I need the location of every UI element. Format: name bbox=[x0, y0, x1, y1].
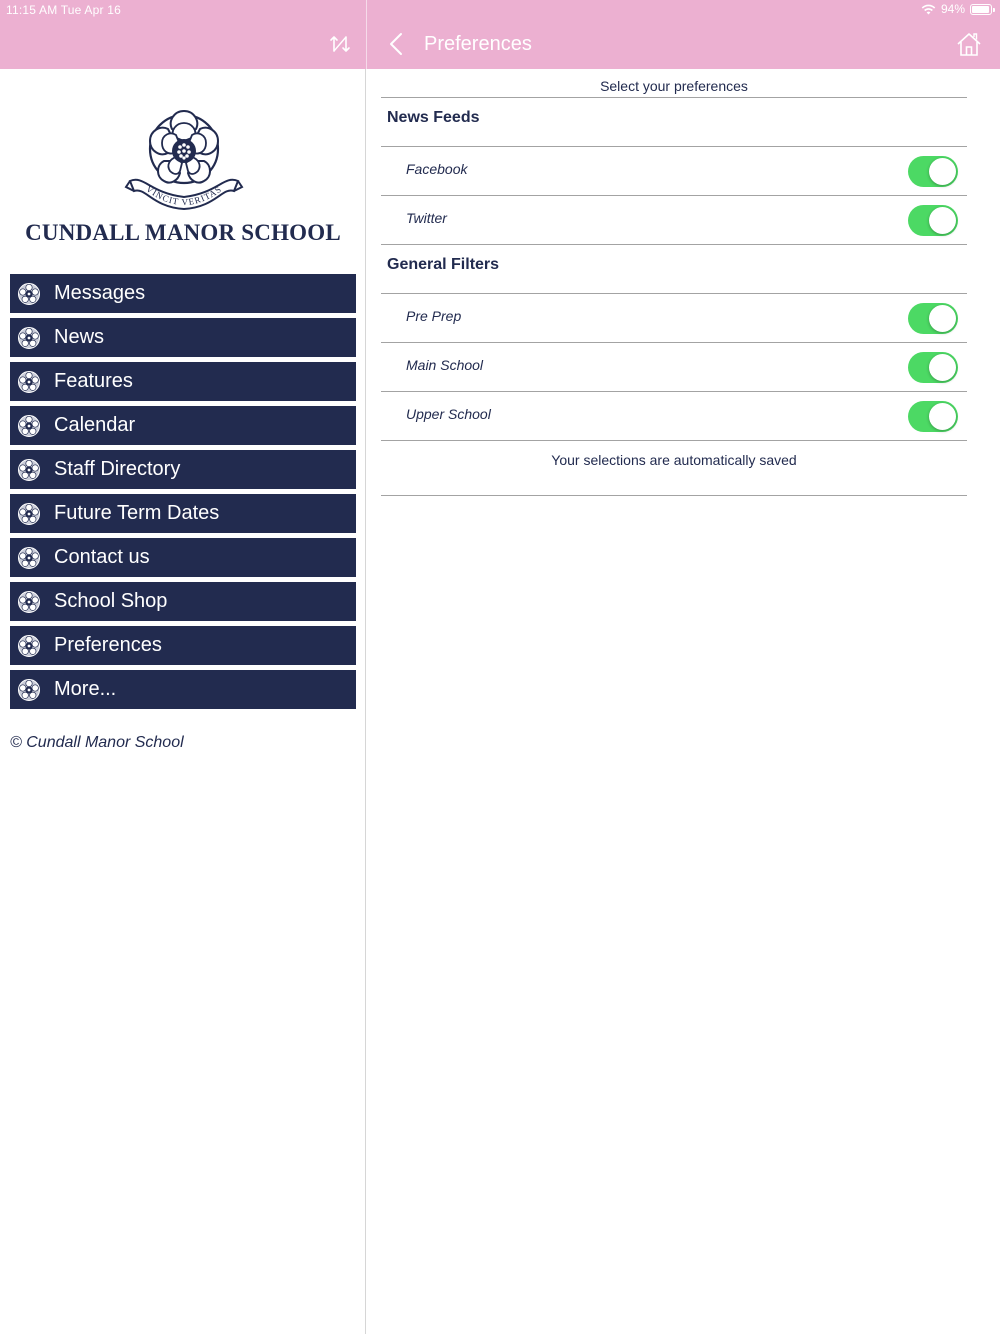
main-school-toggle[interactable] bbox=[908, 352, 958, 383]
sidebar-item-label: Staff Directory bbox=[54, 458, 181, 480]
svg-text:VINCIT VERITAS bbox=[144, 184, 223, 207]
sidebar-item-preferences[interactable] bbox=[10, 626, 356, 665]
school-crest-logo bbox=[124, 101, 244, 219]
battery-icon bbox=[970, 4, 992, 15]
page-title: Preferences bbox=[424, 33, 532, 55]
pref-row-upper-school bbox=[381, 392, 967, 441]
pref-label: Upper School bbox=[406, 406, 491, 422]
refresh-icon[interactable] bbox=[328, 32, 352, 56]
autosave-note: Your selections are automatically saved bbox=[381, 441, 967, 496]
battery-percent: 94% bbox=[940, 2, 965, 16]
status-time: 11:15 AM Tue Apr 16 bbox=[6, 3, 121, 17]
sidebar-item-messages[interactable] bbox=[10, 274, 356, 313]
rose-icon bbox=[17, 282, 41, 306]
sidebar bbox=[0, 69, 366, 1334]
sidebar-item-label: Calendar bbox=[54, 414, 136, 436]
sidebar-item-news[interactable] bbox=[10, 318, 356, 357]
preferences-panel bbox=[381, 69, 967, 496]
sidebar-item-school-shop[interactable] bbox=[10, 582, 356, 621]
pre-prep-toggle[interactable] bbox=[908, 303, 958, 334]
twitter-toggle[interactable] bbox=[908, 205, 958, 236]
section-general-filters: General Filters bbox=[381, 245, 967, 294]
sidebar-item-label: News bbox=[54, 326, 105, 348]
sidebar-item-label: Features bbox=[54, 370, 133, 392]
rose-icon bbox=[17, 634, 41, 658]
battery-fill bbox=[972, 6, 989, 13]
sidebar-item-features[interactable] bbox=[10, 362, 356, 401]
sidebar-item-label: Future Term Dates bbox=[54, 502, 220, 524]
rose-icon bbox=[17, 546, 41, 570]
preferences-subtitle: Select your preferences bbox=[381, 69, 967, 98]
sidebar-item-staff-directory[interactable] bbox=[10, 450, 356, 489]
home-icon[interactable] bbox=[956, 31, 982, 57]
pref-row-facebook bbox=[381, 147, 967, 196]
pref-label: Main School bbox=[406, 357, 484, 373]
copyright-text: © Cundall Manor School bbox=[10, 734, 184, 751]
sidebar-item-label: Preferences bbox=[54, 634, 162, 656]
wifi-icon bbox=[921, 4, 936, 15]
rose-icon bbox=[17, 414, 41, 438]
sidebar-item-label: More... bbox=[54, 678, 117, 700]
rose-icon bbox=[17, 678, 41, 702]
upper-school-toggle[interactable] bbox=[908, 401, 958, 432]
sidebar-item-label: School Shop bbox=[54, 590, 168, 612]
toggle-knob bbox=[929, 354, 956, 381]
sidebar-item-future-term-dates[interactable] bbox=[10, 494, 356, 533]
pref-label: Pre Prep bbox=[406, 308, 462, 324]
pref-row-main-school bbox=[381, 343, 967, 392]
crest-motto: VINCIT VERITAS bbox=[144, 183, 224, 208]
pref-label: Twitter bbox=[406, 210, 447, 226]
sidebar-item-label: Messages bbox=[54, 282, 146, 304]
sidebar-item-more[interactable] bbox=[10, 670, 356, 709]
rose-icon bbox=[17, 370, 41, 394]
pref-row-pre-prep bbox=[381, 294, 967, 343]
pref-row-twitter bbox=[381, 196, 967, 245]
sidebar-item-contact-us[interactable] bbox=[10, 538, 356, 577]
status-indicators bbox=[921, 2, 992, 16]
sidebar-menu bbox=[10, 274, 356, 714]
toggle-knob bbox=[929, 207, 956, 234]
sidebar-item-label: Contact us bbox=[54, 546, 150, 568]
toggle-knob bbox=[929, 403, 956, 430]
toggle-knob bbox=[929, 158, 956, 185]
facebook-toggle[interactable] bbox=[908, 156, 958, 187]
rose-icon bbox=[17, 502, 41, 526]
section-news-feeds: News Feeds bbox=[381, 98, 967, 147]
top-bar bbox=[0, 0, 1000, 69]
rose-icon bbox=[17, 590, 41, 614]
pref-label: Facebook bbox=[406, 161, 468, 177]
school-name: CUNDALL MANOR SCHOOL bbox=[25, 220, 341, 245]
split-divider bbox=[366, 0, 367, 69]
toggle-knob bbox=[929, 305, 956, 332]
rose-icon bbox=[17, 458, 41, 482]
sidebar-item-calendar[interactable] bbox=[10, 406, 356, 445]
back-icon[interactable] bbox=[386, 31, 408, 57]
rose-icon bbox=[17, 326, 41, 350]
